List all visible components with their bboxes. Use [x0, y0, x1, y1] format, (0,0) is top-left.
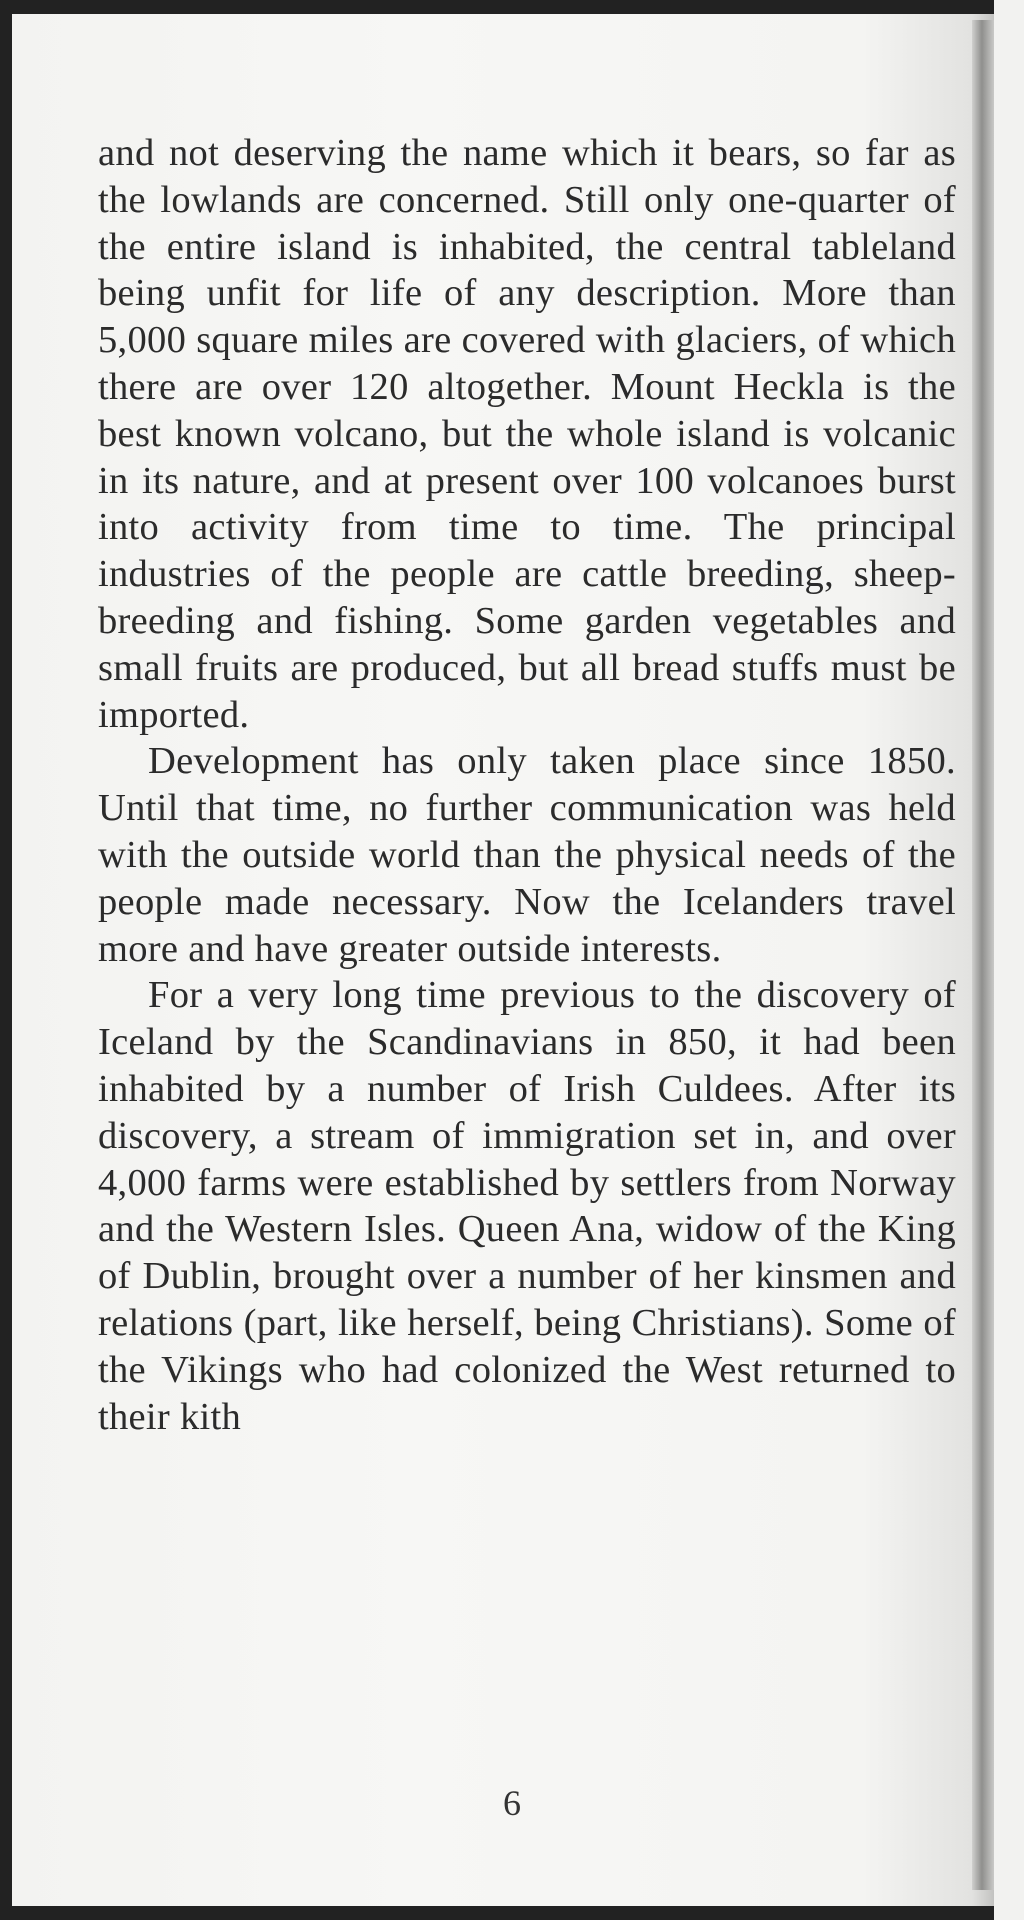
page-edge-shadow: [972, 20, 994, 1890]
paragraph-continuation: and not deserving the name which it bears, so far as the lowlands are concerned. Still only one-quarter of the entire island is inhabited, the central tableland being unfit for life of any description. More than 5,000 square miles are covered with glaciers, of which there are over 120 altogether. Mount Heckla is the best known volcano, but the whole island is volcanic in its nature, and at present over 100 volcanoes burst into activity from time to time. The principal industries of the people are cattle breeding, sheep-breeding and fishing. Some garden vegetables and small fruits are produced, but all bread stuffs must be imported.: [98, 132, 956, 736]
facing-page-edge: [994, 0, 1024, 1920]
paragraph-development: Development has only taken place since 1850. Until that time, no further communication was held with the outside world than the physical needs of the people made necessary. Now the Icelanders travel more and have greater outside interests.: [98, 740, 956, 970]
paragraph-discovery: For a very long time previous to the discovery of Iceland by the Scandinavians in 850, it had been inhabited by a number of Irish Culdees. After its discovery, a stream of immigration set in, and over 4,000 farms were established by settlers from Norway and the Western Isles. Queen Ana, widow of the King of Dublin, brought over a number of her kinsmen and relations (part, like herself, being Christians). Some of the Vikings who had colonized the West returned to their kith: [98, 974, 956, 1438]
page-number: 6: [503, 1783, 521, 1823]
body-text: [98, 130, 956, 1440]
